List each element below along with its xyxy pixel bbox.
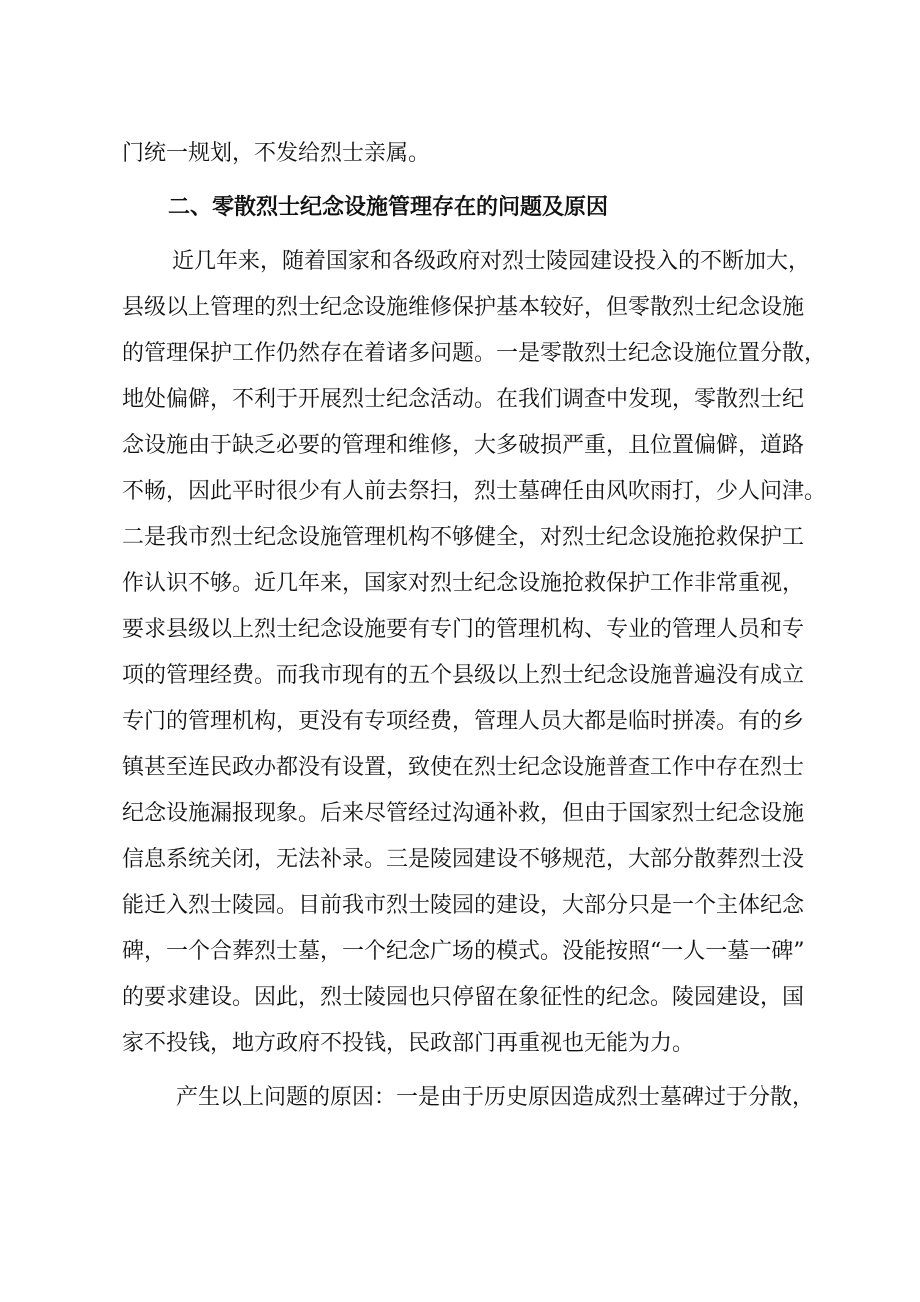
paragraph-line: 不畅，因此平时很少有人前去祭扫，烈士墓碑任由风吹雨打，少人问津。: [122, 479, 827, 504]
paragraph-line: 家不投钱，地方政府不投钱，民政部门再重视也无能为力。: [122, 1031, 695, 1056]
paragraph-line: 县级以上管理的烈士纪念设施维修保护基本较好，但零散烈士纪念设施: [122, 295, 805, 320]
paragraph-line: 要求县级以上烈士纪念设施要有专门的管理机构、专业的管理人员和专: [122, 617, 805, 642]
continuation-line: 门统一规划，不发给烈士亲属。: [122, 141, 431, 166]
paragraph-line: 能迁入烈士陵园。目前我市烈士陵园的建设，大部分只是一个主体纪念: [122, 893, 805, 918]
section-heading: 二、零散烈士纪念设施管理存在的问题及原因: [168, 195, 609, 220]
paragraph-line: 地处偏僻，不利于开展烈士纪念活动。在我们调查中发现，零散烈士纪: [122, 387, 805, 412]
paragraph-line: 信息系统关闭，无法补录。三是陵园建设不够规范，大部分散葬烈士没: [122, 847, 805, 872]
paragraph-line: 的要求建设。因此，烈士陵园也只停留在象征性的纪念。陵园建设，国: [122, 985, 805, 1010]
paragraph-line: 的管理保护工作仍然存在着诸多问题。一是零散烈士纪念设施位置分散，: [122, 341, 827, 366]
paragraph-line: 产生以上问题的原因：一是由于历史原因造成烈士墓碑过于分散，: [176, 1085, 815, 1110]
paragraph-line: 纪念设施漏报现象。后来尽管经过沟通补救，但由于国家烈士纪念设施: [122, 801, 805, 826]
paragraph-line: 二是我市烈士纪念设施管理机构不够健全，对烈士纪念设施抢救保护工: [122, 525, 805, 550]
paragraph-line: 近几年来，随着国家和各级政府对烈士陵园建设投入的不断加大，: [172, 249, 811, 274]
paragraph-line: 作认识不够。近几年来，国家对烈士纪念设施抢救保护工作非常重视，: [122, 571, 805, 596]
paragraph-line: 镇甚至连民政办都没有设置，致使在烈士纪念设施普查工作中存在烈士: [122, 755, 805, 780]
paragraph-line: 专门的管理机构，更没有专项经费，管理人员大都是临时拼凑。有的乡: [122, 709, 805, 734]
paragraph-line: 念设施由于缺乏必要的管理和维修，大多破损严重，且位置偏僻，道路: [122, 433, 805, 458]
paragraph-line: 项的管理经费。而我市现有的五个县级以上烈士纪念设施普遍没有成立: [122, 663, 805, 688]
paragraph-line: 碑，一个合葬烈士墓，一个纪念广场的模式。没能按照“一人一墓一碑”: [122, 939, 805, 964]
